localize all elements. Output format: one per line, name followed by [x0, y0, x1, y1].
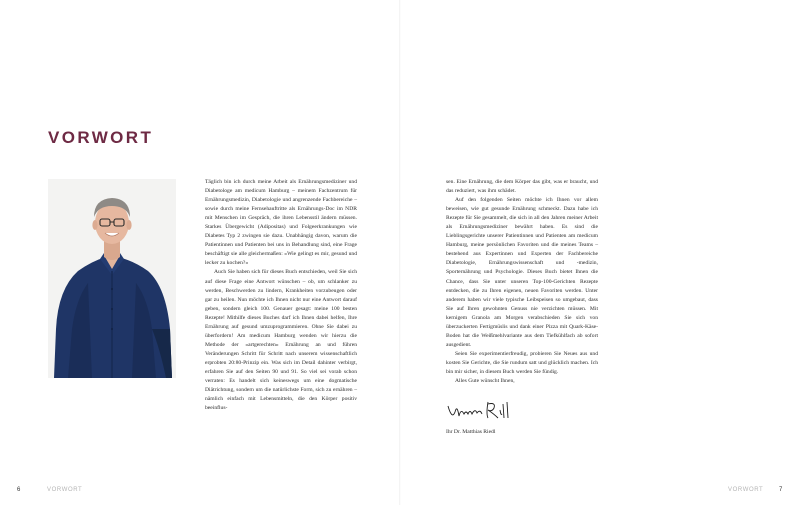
- paragraph: Täglich bin ich durch meine Arbeit als Ernährungsmediziner und Diabetologe am medicum Hamburg – meinem Fachzentrum für Ernährungsmedizin, Diabetologie und angrenzende Fachbereiche – sowie durch meine Fernsehauftritte als Ernährungs-Doc im NDR mit Menschen im Gespräch, die ihren Lebensstil ändern müssen. Starkes Übergewicht (Adipositas) und Folgeerkrankungen wie Diabetes Typ 2 zwingen sie dazu. Unabhängig davon, warum die Patientinnen und Patienten bei uns in Behandlung sind, eine Frage beschäftigt sie alle gleichermaßen: »Wie gelingt es mir, gesund und lecker zu kochen?«: [205, 179, 357, 267]
- page-number-right: 7: [779, 487, 783, 493]
- page-title: VORWORT: [48, 128, 154, 147]
- signature-name: Ihr Dr. Matthias Riedl: [446, 429, 496, 436]
- handwritten-signature: [446, 396, 516, 424]
- running-head-right: VORWORT: [728, 487, 764, 493]
- paragraph: Auf den folgenden Seiten möchte ich Ihnen vor allem beweisen, wie gut gesunde Ernährung schmeckt. Dazu habe ich Rezepte für Sie gesammelt, die sich in all den Jahren meiner Arbeit als Ernährungsmediziner bewährt haben. Es sind die Lieblingsgerichte unserer Patientinnen und Patienten am medicum Hamburg, meine persönlichen Favoriten und die meines Teams – bestehend aus Expertinnen und Experten der Fachbereiche Diabetologie, Ernährungswissenschaft und -medizin, Sporternährung und Psychologie. Dieses Buch bietet Ihnen die Chance, dass Sie unter unseren Top-100-Gerichten Rezepte entdecken, die zu Ihren eigenen, neuen Favoriten werden. Unter anderem haben wir viele typische Leibspeisen so umgebaut, dass Sie auf Ihren gewohnten Genuss nie verzichten müssen. Mit kernigem Granola am Morgen verabschieden Sie sich von überzuckerten Fertigmüslis und dank einer Pizza mit Quark-Käse-Boden hat die Weißmehlvariante aus dem Tiefkühlfach ab sofort ausgedient.: [446, 197, 598, 348]
- paragraph: sen. Eine Ernährung, die dem Körper das gibt, was er braucht, und das reduziert, was ihm schädet.: [446, 179, 598, 195]
- author-portrait: [48, 179, 176, 378]
- page-gutter: [399, 0, 401, 505]
- text-column-left: [205, 178, 357, 413]
- paragraph: Seien Sie experimentierfreudig, probieren Sie Neues aus und kosten Sie Gerichte, die Sie rundum satt und glücklich machen. Ich bin mir sicher, in diesem Buch werden Sie fündig.: [446, 350, 598, 375]
- text-column-right: [446, 178, 598, 437]
- closing-line: Alles Gute wünscht Ihnen,: [455, 378, 515, 385]
- page-number-left: 6: [17, 487, 21, 493]
- paragraph: Auch Sie haben sich für dieses Buch entschieden, weil Sie sich auf diese Frage eine Antwort wünschen – ob, um schlanker zu werden, Beschwerden zu lindern, Krankheiten vorzubeugen oder gar zu heilen. Nun möchte ich Ihnen nicht nur eine Antwort darauf geben, sondern gleich 100. Genauer gesagt: meine 100 besten Rezepte! Mithilfe dieses Buches darf ich Ihnen dabei helfen, Ihre Ernährung auf gesund umzuprogrammieren. Ohne Sie dabei zu überfordern! Am medicum Hamburg wenden wir hierzu die Methode der »artgerechten« Ernährung an und führen Veränderungen Schritt für Schritt nach unserem wissenschaftlich erprobten 20:80-Prinzip ein. Was sich im Detail dahinter verbirgt, erfahren Sie auf den Seiten 90 und 91. So viel sei vorab schon verraten: Es handelt sich keineswegs um eine dogmatische Diätrichtung, sondern um die natürlichste Form, sich zu ernähren – nämlich einfach mit Lebensmitteln, die den Körper positiv beeinflus-: [205, 269, 357, 412]
- running-head-left: VORWORT: [47, 487, 83, 493]
